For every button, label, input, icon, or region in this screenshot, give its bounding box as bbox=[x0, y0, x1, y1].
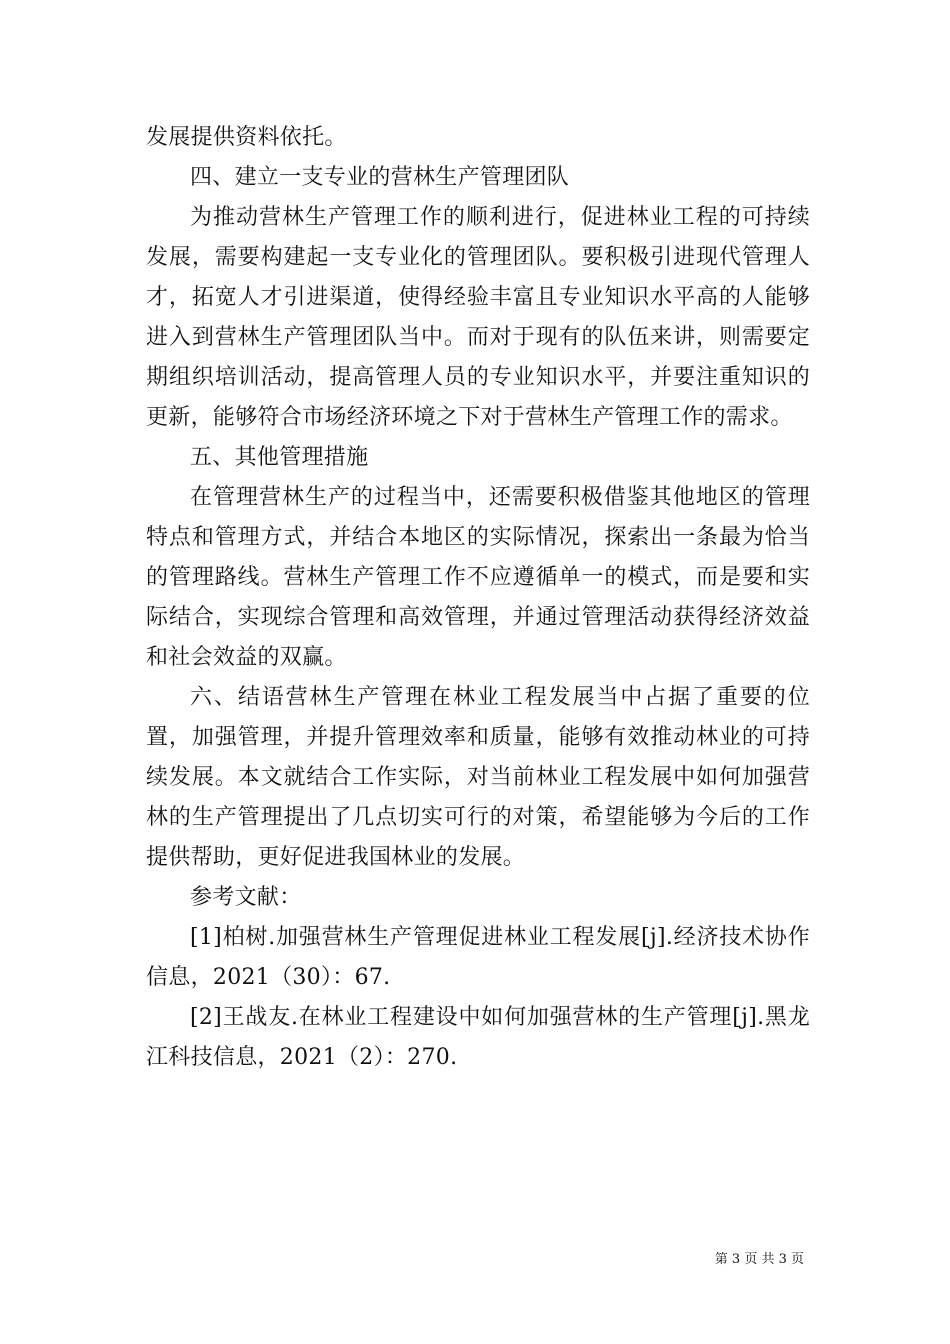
paragraph: [2]王战友.在林业工程建设中如何加强营林的生产管理[j].黑龙江科技信息，2021（2）：270. bbox=[146, 1005, 810, 1070]
paragraph: 四、建立一支专业的营林生产管理团队 bbox=[190, 165, 570, 190]
paragraph: 发展提供资料依托。 bbox=[146, 125, 347, 150]
document-body bbox=[146, 118, 810, 1078]
paragraph: 参考文献： bbox=[190, 885, 302, 910]
paragraph: [1]柏树.加强营林生产管理促进林业工程发展[j].经济技术协作信息，2021（30）：67. bbox=[146, 925, 810, 990]
paragraph: 五、其他管理措施 bbox=[190, 445, 369, 470]
paragraph: 在管理营林生产的过程当中，还需要积极借鉴其他地区的管理特点和管理方式，并结合本地区的实际情况，探索出一条最为恰当的管理路线。营林生产管理工作不应遵循单一的模式，而是要和实际结合，实现综合管理和高效管理，并通过管理活动获得经济效益和社会效益的双赢。 bbox=[146, 485, 810, 670]
paragraph: 六、结语营林生产管理在林业工程发展当中占据了重要的位置，加强管理，并提升管理效率和质量，能够有效推动林业的可持续发展。本文就结合工作实际，对当前林业工程发展中如何加强营林的生产管理提出了几点切实可行的对策，希望能够为今后的工作提供帮助，更好促进我国林业的发展。 bbox=[146, 685, 810, 870]
paragraph: 为推动营林生产管理工作的顺利进行，促进林业工程的可持续发展，需要构建起一支专业化的管理团队。要积极引进现代管理人才，拓宽人才引进渠道，使得经验丰富且专业知识水平高的人能够进入到营林生产管理团队当中。而对于现有的队伍来讲，则需要定期组织培训活动，提高管理人员的专业知识水平，并要注重知识的更新，能够符合市场经济环境之下对于营林生产管理工作的需求。 bbox=[146, 205, 810, 430]
page-footer: 第 3 页 共 3 页 bbox=[714, 1252, 804, 1267]
